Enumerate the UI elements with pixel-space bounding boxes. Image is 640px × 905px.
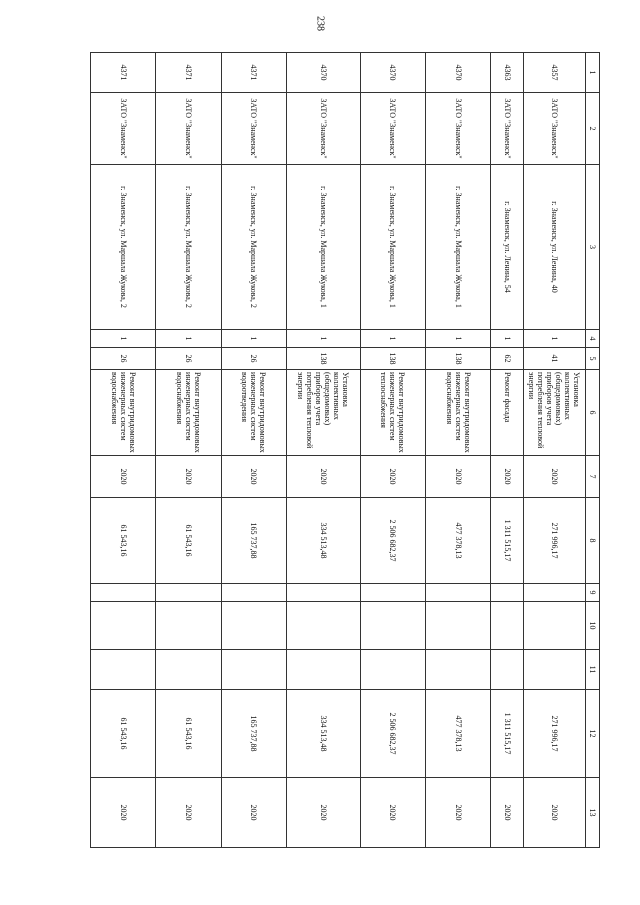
column-number: 6: [586, 370, 600, 456]
column-number-row: [586, 53, 600, 848]
municipality-cell: ЗАТО "Знаменск": [426, 93, 491, 165]
col10-cell: [156, 602, 221, 650]
col5-cell: 138: [286, 348, 360, 370]
col4-cell: 1: [221, 330, 286, 348]
col9-cell: [524, 584, 586, 602]
work-type-cell: Ремонт внутридомовых инженерных систем водоотведения: [221, 370, 286, 456]
year-cell: 2020: [426, 456, 491, 498]
total-cost-cell: 61 543,16: [91, 690, 156, 778]
total-cost-cell: 165 737,88: [221, 690, 286, 778]
col9-cell: [91, 584, 156, 602]
total-cost-cell: 1 311 515,17: [491, 690, 524, 778]
col5-cell: 138: [360, 348, 425, 370]
total-cost-cell: 334 513,48: [286, 690, 360, 778]
house-id-cell: 4370: [426, 53, 491, 93]
col10-cell: [524, 602, 586, 650]
col5-cell: 62: [491, 348, 524, 370]
col9-cell: [286, 584, 360, 602]
column-number: 10: [586, 602, 600, 650]
col10-cell: [426, 602, 491, 650]
cost-cell: 61 543,16: [156, 498, 221, 584]
address-cell: г. Знаменск, ул. Маршала Жукова, 2: [91, 165, 156, 330]
table-row: [360, 53, 425, 848]
completion-year-cell: 2020: [360, 778, 425, 848]
col9-cell: [360, 584, 425, 602]
col11-cell: [286, 650, 360, 690]
completion-year-cell: 2020: [156, 778, 221, 848]
cost-cell: 271 996,17: [524, 498, 586, 584]
col10-cell: [360, 602, 425, 650]
municipality-cell: ЗАТО "Знаменск": [524, 93, 586, 165]
table-body: [91, 53, 586, 848]
col9-cell: [221, 584, 286, 602]
completion-year-cell: 2020: [286, 778, 360, 848]
col10-cell: [91, 602, 156, 650]
completion-year-cell: 2020: [426, 778, 491, 848]
municipality-cell: ЗАТО "Знаменск": [360, 93, 425, 165]
column-number: 11: [586, 650, 600, 690]
col4-cell: 1: [360, 330, 425, 348]
col4-cell: 1: [91, 330, 156, 348]
cost-cell: 334 513,48: [286, 498, 360, 584]
cost-cell: 61 543,16: [91, 498, 156, 584]
col11-cell: [360, 650, 425, 690]
column-number: 4: [586, 330, 600, 348]
col11-cell: [524, 650, 586, 690]
col5-cell: 41: [524, 348, 586, 370]
cost-cell: 477 378,13: [426, 498, 491, 584]
col11-cell: [491, 650, 524, 690]
column-number: 2: [586, 93, 600, 165]
col4-cell: 1: [156, 330, 221, 348]
total-cost-cell: 2 506 682,37: [360, 690, 425, 778]
cost-cell: 2 506 682,37: [360, 498, 425, 584]
house-id-cell: 4363: [491, 53, 524, 93]
col5-cell: 26: [221, 348, 286, 370]
municipality-cell: ЗАТО "Знаменск": [491, 93, 524, 165]
municipality-cell: ЗАТО "Знаменск": [156, 93, 221, 165]
table-row: [524, 53, 586, 848]
column-number: 12: [586, 690, 600, 778]
completion-year-cell: 2020: [221, 778, 286, 848]
col4-cell: 1: [286, 330, 360, 348]
year-cell: 2020: [524, 456, 586, 498]
column-number: 13: [586, 778, 600, 848]
completion-year-cell: 2020: [524, 778, 586, 848]
address-cell: г. Знаменск, ул. Ленина, 54: [491, 165, 524, 330]
col9-cell: [491, 584, 524, 602]
total-cost-cell: 477 378,13: [426, 690, 491, 778]
work-type-cell: Ремонт внутридомовых инженерных систем водоснабжения: [156, 370, 221, 456]
col10-cell: [221, 602, 286, 650]
table-row: [91, 53, 156, 848]
table-row: [426, 53, 491, 848]
col5-cell: 26: [156, 348, 221, 370]
table-row: [156, 53, 221, 848]
house-id-cell: 4371: [221, 53, 286, 93]
total-cost-cell: 271 996,17: [524, 690, 586, 778]
house-id-cell: 4371: [156, 53, 221, 93]
year-cell: 2020: [221, 456, 286, 498]
address-cell: г. Знаменск, ул. Маршала Жукова, 1: [360, 165, 425, 330]
municipality-cell: ЗАТО "Знаменск": [221, 93, 286, 165]
year-cell: 2020: [156, 456, 221, 498]
col11-cell: [426, 650, 491, 690]
column-number: 3: [586, 165, 600, 330]
col11-cell: [91, 650, 156, 690]
col9-cell: [156, 584, 221, 602]
col4-cell: 1: [426, 330, 491, 348]
column-number: 7: [586, 456, 600, 498]
municipality-cell: ЗАТО "Знаменск": [286, 93, 360, 165]
work-type-cell: Ремонт внутридомовых инженерных систем теплоснабжения: [360, 370, 425, 456]
work-type-cell: Установка коллективных (общедомовых) приборов учета потребления тепловой энергии: [286, 370, 360, 456]
column-number: 9: [586, 584, 600, 602]
column-number: 1: [586, 53, 600, 93]
house-id-cell: 4370: [286, 53, 360, 93]
page-number: 238: [314, 16, 326, 31]
house-id-cell: 4357: [524, 53, 586, 93]
address-cell: г. Знаменск, ул. Маршала Жукова, 2: [221, 165, 286, 330]
table-row: [221, 53, 286, 848]
col5-cell: 138: [426, 348, 491, 370]
col9-cell: [426, 584, 491, 602]
col4-cell: 1: [524, 330, 586, 348]
column-number: 5: [586, 348, 600, 370]
table-row: [286, 53, 360, 848]
work-type-cell: Установка коллективных (общедомовых) приборов учета потребления тепловой энергии: [524, 370, 586, 456]
year-cell: 2020: [491, 456, 524, 498]
col10-cell: [491, 602, 524, 650]
col10-cell: [286, 602, 360, 650]
address-cell: г. Знаменск, ул. Маршала Жукова, 1: [426, 165, 491, 330]
column-number: 8: [586, 498, 600, 584]
address-cell: г. Знаменск, ул. Маршала Жукова, 1: [286, 165, 360, 330]
year-cell: 2020: [360, 456, 425, 498]
house-id-cell: 4370: [360, 53, 425, 93]
col11-cell: [221, 650, 286, 690]
table-row: [491, 53, 524, 848]
work-type-cell: Ремонт внутридомовых инженерных систем водоснабжения: [426, 370, 491, 456]
municipality-cell: ЗАТО "Знаменск": [91, 93, 156, 165]
rotated-table-container: [90, 52, 600, 847]
table-area: [90, 52, 600, 847]
cost-cell: 1 311 515,17: [491, 498, 524, 584]
col11-cell: [156, 650, 221, 690]
address-cell: г. Знаменск, ул. Ленина, 40: [524, 165, 586, 330]
cost-cell: 165 737,88: [221, 498, 286, 584]
year-cell: 2020: [91, 456, 156, 498]
work-type-cell: Ремонт фасада: [491, 370, 524, 456]
col4-cell: 1: [491, 330, 524, 348]
year-cell: 2020: [286, 456, 360, 498]
house-id-cell: 4371: [91, 53, 156, 93]
completion-year-cell: 2020: [491, 778, 524, 848]
completion-year-cell: 2020: [91, 778, 156, 848]
total-cost-cell: 61 543,16: [156, 690, 221, 778]
repair-program-table: [90, 52, 600, 848]
address-cell: г. Знаменск, ул. Маршала Жукова, 2: [156, 165, 221, 330]
work-type-cell: Ремонт внутридомовых инженерных систем водоснабжения: [91, 370, 156, 456]
col5-cell: 26: [91, 348, 156, 370]
